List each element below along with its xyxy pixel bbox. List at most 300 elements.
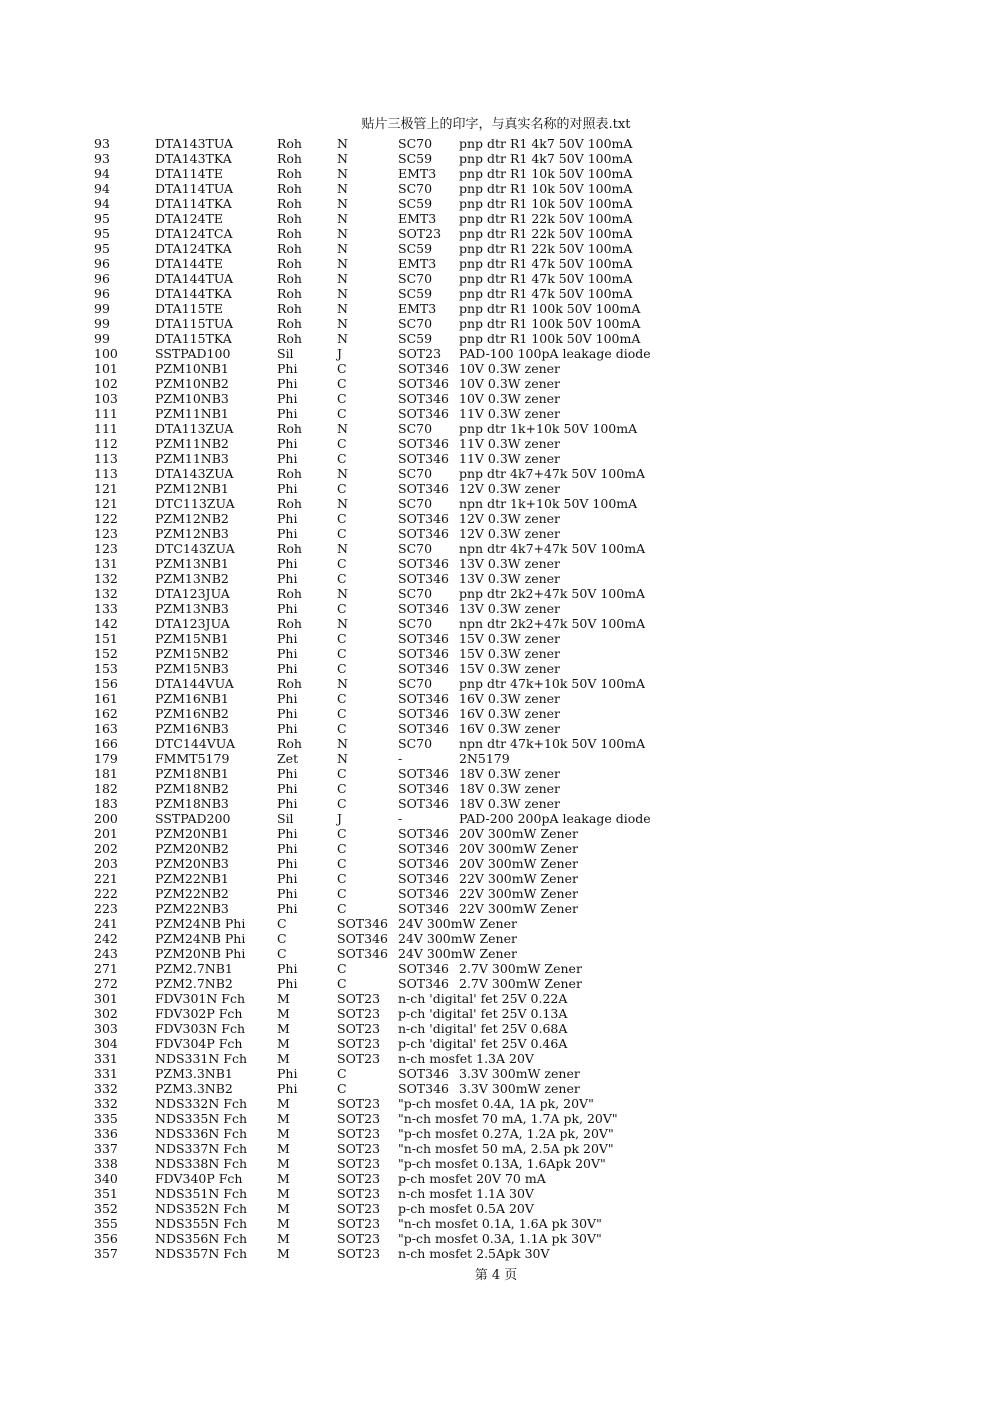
- cell-description: pnp dtr R1 4k7 50V 100mA: [459, 151, 633, 166]
- table-row: [0, 1036, 992, 1051]
- cell-package: SOT346: [398, 451, 450, 466]
- cell-type: SOT23: [337, 1216, 381, 1231]
- cell-code: 99: [94, 316, 110, 331]
- cell-maker: Sil: [277, 811, 294, 826]
- cell-description: 22V 300mW Zener: [459, 886, 578, 901]
- table-row: [0, 781, 992, 796]
- cell-package: p-ch mosfet 0.5A 20V: [398, 1201, 534, 1216]
- cell-code: 99: [94, 331, 110, 346]
- cell-package: SOT346: [398, 976, 450, 991]
- cell-part-name: PZM13NB2: [155, 571, 229, 586]
- cell-maker: Phi: [277, 1081, 298, 1096]
- cell-part-name: PZM24NB Phi: [155, 916, 246, 931]
- table-row: [0, 691, 992, 706]
- cell-code: 94: [94, 166, 110, 181]
- cell-package: "n-ch mosfet 50 mA, 2.5A pk 20V": [398, 1141, 614, 1156]
- cell-code: 222: [94, 886, 118, 901]
- table-row: [0, 571, 992, 586]
- cell-type: SOT23: [337, 1156, 381, 1171]
- cell-package: "p-ch mosfet 0.3A, 1.1A pk 30V": [398, 1231, 602, 1246]
- table-row: [0, 1111, 992, 1126]
- cell-part-name: FDV301N Fch: [155, 991, 245, 1006]
- cell-maker: Roh: [277, 241, 302, 256]
- cell-description: 15V 0.3W zener: [459, 661, 561, 676]
- cell-code: 131: [94, 556, 118, 571]
- cell-type: C: [337, 601, 347, 616]
- cell-maker: Roh: [277, 541, 302, 556]
- data-table: [0, 136, 992, 1261]
- cell-code: 142: [94, 616, 118, 631]
- cell-description: pnp dtr R1 47k 50V 100mA: [459, 286, 633, 301]
- cell-part-name: DTA113ZUA: [155, 421, 234, 436]
- cell-part-name: FMMT5179: [155, 751, 230, 766]
- cell-code: 179: [94, 751, 118, 766]
- cell-maker: Phi: [277, 766, 298, 781]
- cell-description: pnp dtr R1 47k 50V 100mA: [459, 271, 633, 286]
- table-row: [0, 646, 992, 661]
- cell-type: SOT23: [337, 991, 381, 1006]
- cell-part-name: SSTPAD100: [155, 346, 231, 361]
- table-row: [0, 196, 992, 211]
- table-row: [0, 1066, 992, 1081]
- table-row: [0, 286, 992, 301]
- cell-type: N: [337, 316, 348, 331]
- cell-part-name: PZM16NB2: [155, 706, 229, 721]
- page-number: 第 4 页: [474, 1268, 518, 1283]
- cell-package: "p-ch mosfet 0.27A, 1.2A pk, 20V": [398, 1126, 614, 1141]
- cell-maker: M: [277, 1231, 290, 1246]
- cell-description: 18V 0.3W zener: [459, 796, 561, 811]
- cell-type: N: [337, 226, 348, 241]
- cell-maker: Phi: [277, 646, 298, 661]
- cell-description: pnp dtr R1 100k 50V 100mA: [459, 301, 641, 316]
- cell-description: 10V 0.3W zener: [459, 376, 561, 391]
- cell-type: C: [337, 526, 347, 541]
- cell-code: 133: [94, 601, 118, 616]
- cell-maker: M: [277, 1036, 290, 1051]
- cell-description: 10V 0.3W zener: [459, 361, 561, 376]
- cell-description: 11V 0.3W zener: [459, 406, 561, 421]
- cell-description: 12V 0.3W zener: [459, 511, 561, 526]
- cell-code: 94: [94, 181, 110, 196]
- cell-package: SC59: [398, 286, 433, 301]
- cell-package: EMT3: [398, 256, 437, 271]
- cell-description: 12V 0.3W zener: [459, 481, 561, 496]
- cell-maker: Phi: [277, 691, 298, 706]
- cell-type: C: [337, 856, 347, 871]
- cell-maker: Zet: [277, 751, 299, 766]
- cell-part-name: PZM10NB3: [155, 391, 229, 406]
- table-row: [0, 526, 992, 541]
- cell-part-name: DTA115TUA: [155, 316, 234, 331]
- cell-maker: Phi: [277, 841, 298, 856]
- cell-type: C: [337, 886, 347, 901]
- cell-maker: Sil: [277, 346, 294, 361]
- cell-type: N: [337, 241, 348, 256]
- cell-description: 16V 0.3W zener: [459, 706, 561, 721]
- cell-package: SOT346: [398, 796, 450, 811]
- cell-code: 357: [94, 1246, 118, 1261]
- cell-maker: Phi: [277, 976, 298, 991]
- cell-package: SOT346: [398, 526, 450, 541]
- cell-part-name: DTA124TKA: [155, 241, 232, 256]
- cell-package: SOT346: [398, 661, 450, 676]
- cell-type: N: [337, 136, 348, 151]
- table-row: [0, 676, 992, 691]
- cell-package: SC59: [398, 151, 433, 166]
- cell-part-name: PZM12NB1: [155, 481, 229, 496]
- cell-maker: Roh: [277, 181, 302, 196]
- cell-code: 152: [94, 646, 118, 661]
- table-row: [0, 616, 992, 631]
- cell-type: N: [337, 166, 348, 181]
- cell-part-name: FDV302P Fch: [155, 1006, 243, 1021]
- cell-package: SOT346: [398, 601, 450, 616]
- cell-package: SC70: [398, 271, 433, 286]
- cell-type: N: [337, 286, 348, 301]
- cell-maker: Roh: [277, 286, 302, 301]
- table-row: [0, 346, 992, 361]
- cell-description: pnp dtr R1 10k 50V 100mA: [459, 166, 633, 181]
- cell-part-name: NDS352N Fch: [155, 1201, 248, 1216]
- cell-package: SC70: [398, 676, 433, 691]
- table-row: [0, 391, 992, 406]
- cell-maker: C: [277, 931, 287, 946]
- cell-maker: Phi: [277, 526, 298, 541]
- table-row: [0, 361, 992, 376]
- table-row: [0, 826, 992, 841]
- cell-type: C: [337, 871, 347, 886]
- cell-maker: Phi: [277, 436, 298, 451]
- cell-package: -: [398, 751, 403, 766]
- cell-part-name: PZM20NB3: [155, 856, 229, 871]
- cell-code: 356: [94, 1231, 118, 1246]
- cell-part-name: NDS332N Fch: [155, 1096, 248, 1111]
- cell-description: pnp dtr R1 4k7 50V 100mA: [459, 136, 633, 151]
- cell-type: C: [337, 436, 347, 451]
- cell-maker: Roh: [277, 211, 302, 226]
- cell-maker: Phi: [277, 871, 298, 886]
- cell-maker: Roh: [277, 166, 302, 181]
- cell-maker: Roh: [277, 196, 302, 211]
- cell-part-name: DTA124TE: [155, 211, 224, 226]
- cell-package: SOT346: [398, 1066, 450, 1081]
- cell-description: 15V 0.3W zener: [459, 631, 561, 646]
- cell-part-name: DTA123JUA: [155, 586, 230, 601]
- cell-type: C: [337, 661, 347, 676]
- cell-type: C: [337, 1081, 347, 1096]
- cell-code: 123: [94, 526, 118, 541]
- cell-maker: M: [277, 1051, 290, 1066]
- cell-part-name: FDV340P Fch: [155, 1171, 243, 1186]
- cell-part-name: NDS338N Fch: [155, 1156, 248, 1171]
- cell-type: SOT23: [337, 1141, 381, 1156]
- cell-package: EMT3: [398, 301, 437, 316]
- cell-package: SOT346: [398, 871, 450, 886]
- cell-type: N: [337, 301, 348, 316]
- cell-code: 122: [94, 511, 118, 526]
- cell-code: 102: [94, 376, 118, 391]
- cell-part-name: DTA143TKA: [155, 151, 232, 166]
- cell-maker: Roh: [277, 151, 302, 166]
- cell-package: SOT346: [398, 901, 450, 916]
- cell-package: SOT346: [398, 766, 450, 781]
- cell-code: 121: [94, 496, 118, 511]
- cell-part-name: PZM12NB2: [155, 511, 229, 526]
- cell-package: SOT23: [398, 226, 442, 241]
- table-row: [0, 511, 992, 526]
- cell-maker: Phi: [277, 961, 298, 976]
- table-row: [0, 331, 992, 346]
- cell-part-name: NDS331N Fch: [155, 1051, 248, 1066]
- table-row: [0, 766, 992, 781]
- cell-type: N: [337, 211, 348, 226]
- cell-package: 24V 300mW Zener: [398, 946, 517, 961]
- cell-part-name: PZM2.7NB1: [155, 961, 233, 976]
- cell-code: 183: [94, 796, 118, 811]
- table-row: [0, 376, 992, 391]
- cell-description: pnp dtr R1 100k 50V 100mA: [459, 331, 641, 346]
- cell-type: N: [337, 421, 348, 436]
- cell-part-name: DTA114TKA: [155, 196, 232, 211]
- cell-maker: Roh: [277, 466, 302, 481]
- cell-code: 301: [94, 991, 118, 1006]
- cell-package: SOT346: [398, 631, 450, 646]
- cell-description: 13V 0.3W zener: [459, 571, 561, 586]
- cell-maker: Phi: [277, 361, 298, 376]
- table-row: [0, 1081, 992, 1096]
- cell-package: SOT346: [398, 376, 450, 391]
- cell-maker: M: [277, 1096, 290, 1111]
- cell-type: SOT23: [337, 1171, 381, 1186]
- cell-type: N: [337, 151, 348, 166]
- table-row: [0, 136, 992, 151]
- cell-maker: M: [277, 1216, 290, 1231]
- cell-part-name: PZM2.7NB2: [155, 976, 233, 991]
- cell-description: 3.3V 300mW zener: [459, 1066, 580, 1081]
- cell-type: SOT23: [337, 1036, 381, 1051]
- cell-part-name: DTA144TUA: [155, 271, 234, 286]
- cell-type: SOT23: [337, 1201, 381, 1216]
- table-row: [0, 1201, 992, 1216]
- cell-description: 10V 0.3W zener: [459, 391, 561, 406]
- cell-part-name: PZM11NB1: [155, 406, 229, 421]
- cell-code: 352: [94, 1201, 118, 1216]
- table-row: [0, 586, 992, 601]
- cell-maker: C: [277, 916, 287, 931]
- cell-maker: M: [277, 1141, 290, 1156]
- cell-maker: M: [277, 1246, 290, 1261]
- cell-code: 221: [94, 871, 118, 886]
- cell-code: 111: [94, 406, 118, 421]
- cell-part-name: PZM11NB2: [155, 436, 229, 451]
- cell-code: 99: [94, 301, 110, 316]
- cell-type: SOT23: [337, 1186, 381, 1201]
- cell-code: 103: [94, 391, 118, 406]
- cell-maker: Roh: [277, 616, 302, 631]
- cell-code: 121: [94, 481, 118, 496]
- cell-package: SC70: [398, 181, 433, 196]
- cell-code: 331: [94, 1066, 118, 1081]
- cell-description: PAD-100 100pA leakage diode: [459, 346, 651, 361]
- cell-type: C: [337, 391, 347, 406]
- cell-code: 156: [94, 676, 118, 691]
- cell-type: C: [337, 901, 347, 916]
- cell-type: C: [337, 691, 347, 706]
- cell-code: 162: [94, 706, 118, 721]
- cell-part-name: NDS351N Fch: [155, 1186, 248, 1201]
- cell-package: SOT346: [398, 886, 450, 901]
- table-row: [0, 736, 992, 751]
- table-row: [0, 976, 992, 991]
- cell-code: 96: [94, 256, 110, 271]
- cell-package: SC70: [398, 136, 433, 151]
- cell-code: 355: [94, 1216, 118, 1231]
- cell-code: 272: [94, 976, 118, 991]
- cell-type: SOT23: [337, 1021, 381, 1036]
- table-row: [0, 916, 992, 931]
- cell-description: 15V 0.3W zener: [459, 646, 561, 661]
- table-row: [0, 1186, 992, 1201]
- table-row: [0, 496, 992, 511]
- cell-type: SOT346: [337, 946, 389, 961]
- cell-maker: Roh: [277, 256, 302, 271]
- cell-code: 96: [94, 271, 110, 286]
- table-row: [0, 406, 992, 421]
- cell-package: SOT346: [398, 961, 450, 976]
- cell-type: SOT23: [337, 1246, 381, 1261]
- cell-maker: M: [277, 991, 290, 1006]
- cell-package: SC70: [398, 466, 433, 481]
- cell-type: N: [337, 196, 348, 211]
- cell-maker: M: [277, 1171, 290, 1186]
- cell-part-name: DTA123JUA: [155, 616, 230, 631]
- cell-package: SC70: [398, 736, 433, 751]
- cell-code: 337: [94, 1141, 118, 1156]
- cell-description: 18V 0.3W zener: [459, 766, 561, 781]
- cell-code: 304: [94, 1036, 118, 1051]
- table-row: [0, 961, 992, 976]
- cell-part-name: FDV304P Fch: [155, 1036, 243, 1051]
- cell-part-name: DTC144VUA: [155, 736, 235, 751]
- table-row: [0, 631, 992, 646]
- cell-package: SOT346: [398, 391, 450, 406]
- cell-part-name: DTA144VUA: [155, 676, 234, 691]
- cell-maker: Roh: [277, 136, 302, 151]
- table-row: [0, 301, 992, 316]
- cell-description: pnp dtr R1 47k 50V 100mA: [459, 256, 633, 271]
- cell-type: SOT23: [337, 1096, 381, 1111]
- cell-part-name: PZM24NB Phi: [155, 931, 246, 946]
- table-row: [0, 721, 992, 736]
- cell-maker: M: [277, 1111, 290, 1126]
- cell-description: 2.7V 300mW Zener: [459, 961, 582, 976]
- cell-code: 202: [94, 841, 118, 856]
- cell-type: N: [337, 271, 348, 286]
- cell-maker: Phi: [277, 631, 298, 646]
- cell-type: C: [337, 361, 347, 376]
- table-row: [0, 556, 992, 571]
- cell-part-name: PZM18NB2: [155, 781, 229, 796]
- cell-part-name: PZM12NB3: [155, 526, 229, 541]
- cell-description: 20V 300mW Zener: [459, 856, 578, 871]
- cell-package: SOT346: [398, 646, 450, 661]
- cell-code: 302: [94, 1006, 118, 1021]
- cell-code: 335: [94, 1111, 118, 1126]
- cell-description: npn dtr 2k2+47k 50V 100mA: [459, 616, 646, 631]
- cell-type: N: [337, 736, 348, 751]
- cell-part-name: DTA114TUA: [155, 181, 234, 196]
- cell-part-name: PZM20NB1: [155, 826, 229, 841]
- cell-type: SOT346: [337, 916, 389, 931]
- table-row: [0, 1216, 992, 1231]
- cell-part-name: PZM3.3NB2: [155, 1081, 233, 1096]
- cell-maker: Phi: [277, 451, 298, 466]
- cell-part-name: PZM18NB3: [155, 796, 229, 811]
- cell-code: 93: [94, 151, 110, 166]
- cell-code: 161: [94, 691, 118, 706]
- table-row: [0, 1141, 992, 1156]
- cell-maker: Roh: [277, 226, 302, 241]
- cell-part-name: DTA144TKA: [155, 286, 232, 301]
- cell-type: C: [337, 1066, 347, 1081]
- cell-type: N: [337, 256, 348, 271]
- table-row: [0, 211, 992, 226]
- table-row: [0, 181, 992, 196]
- cell-maker: Phi: [277, 721, 298, 736]
- cell-description: 20V 300mW Zener: [459, 826, 578, 841]
- table-row: [0, 856, 992, 871]
- cell-maker: Phi: [277, 706, 298, 721]
- cell-package: EMT3: [398, 211, 437, 226]
- cell-package: SOT346: [398, 826, 450, 841]
- cell-code: 95: [94, 241, 110, 256]
- cell-package: SC70: [398, 541, 433, 556]
- table-row: [0, 466, 992, 481]
- cell-code: 132: [94, 586, 118, 601]
- cell-code: 113: [94, 466, 118, 481]
- cell-code: 111: [94, 421, 118, 436]
- table-row: [0, 541, 992, 556]
- cell-package: -: [398, 811, 403, 826]
- cell-maker: Roh: [277, 586, 302, 601]
- cell-package: "n-ch mosfet 70 mA, 1.7A pk, 20V": [398, 1111, 618, 1126]
- cell-code: 331: [94, 1051, 118, 1066]
- cell-part-name: PZM15NB3: [155, 661, 229, 676]
- cell-type: C: [337, 511, 347, 526]
- cell-package: SOT346: [398, 1081, 450, 1096]
- cell-description: 16V 0.3W zener: [459, 691, 561, 706]
- table-row: [0, 811, 992, 826]
- cell-package: SC70: [398, 421, 433, 436]
- cell-maker: Phi: [277, 556, 298, 571]
- cell-package: n-ch mosfet 2.5Apk 30V: [398, 1246, 550, 1261]
- cell-code: 153: [94, 661, 118, 676]
- cell-description: 22V 300mW Zener: [459, 901, 578, 916]
- cell-maker: Roh: [277, 316, 302, 331]
- cell-package: "p-ch mosfet 0.4A, 1A pk, 20V": [398, 1096, 594, 1111]
- cell-maker: M: [277, 1156, 290, 1171]
- cell-package: "n-ch mosfet 0.1A, 1.6A pk 30V": [398, 1216, 602, 1231]
- cell-part-name: DTA115TKA: [155, 331, 232, 346]
- cell-part-name: SSTPAD200: [155, 811, 231, 826]
- cell-type: C: [337, 976, 347, 991]
- cell-code: 132: [94, 571, 118, 586]
- cell-package: SOT346: [398, 841, 450, 856]
- cell-code: 123: [94, 541, 118, 556]
- cell-description: pnp dtr 2k2+47k 50V 100mA: [459, 586, 646, 601]
- cell-maker: M: [277, 1021, 290, 1036]
